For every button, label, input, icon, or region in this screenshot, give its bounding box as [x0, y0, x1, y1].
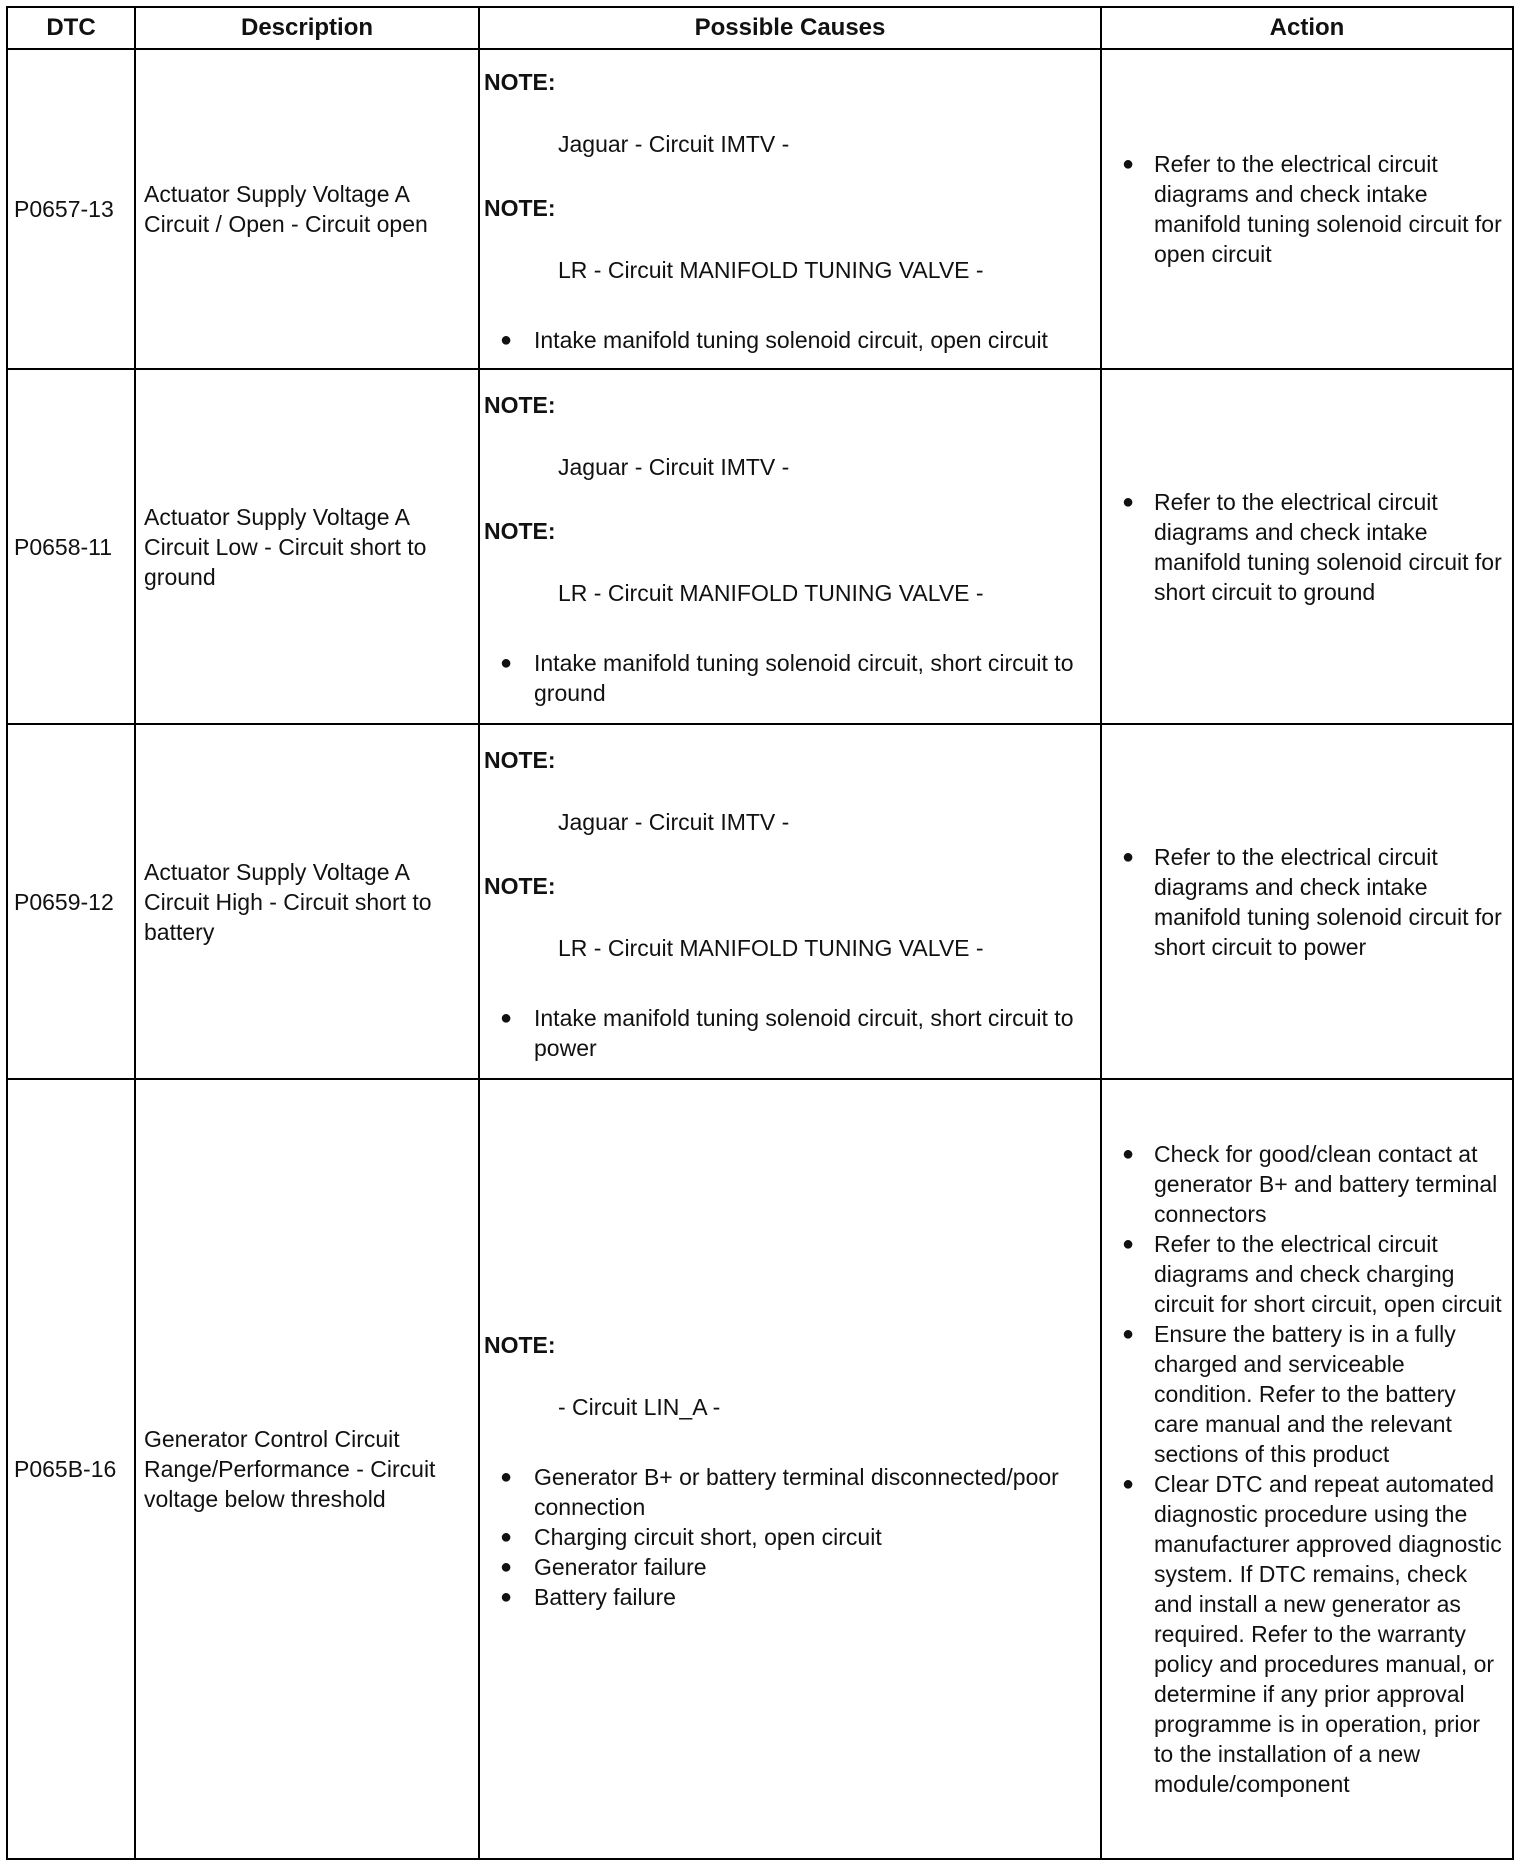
- header-description: Description: [135, 7, 479, 49]
- possible-causes-cell: [479, 49, 1101, 369]
- note-label: NOTE:: [484, 872, 556, 899]
- note-label: NOTE:: [484, 746, 556, 773]
- note-text: - Circuit LIN_A -: [558, 1394, 721, 1420]
- table-row: [7, 1079, 1513, 1859]
- causes-list: [484, 325, 1096, 355]
- possible-causes-cell: [479, 1079, 1101, 1859]
- dtc-code: P0659-12: [7, 724, 135, 1079]
- causes-list: [484, 1462, 1096, 1612]
- note-label: NOTE:: [484, 69, 556, 95]
- table-row: [7, 49, 1513, 369]
- possible-causes-cell: [479, 369, 1101, 724]
- header-action: Action: [1101, 7, 1513, 49]
- dtc-description: Actuator Supply Voltage A Circuit High - Circuit short to battery: [135, 724, 479, 1079]
- action-list: [1122, 842, 1504, 962]
- note-label: NOTE:: [484, 391, 556, 418]
- action-list: [1122, 1139, 1504, 1799]
- cause-item: ● Battery failure: [484, 1582, 1096, 1612]
- note-label: NOTE:: [484, 1332, 556, 1358]
- dtc-table: [6, 6, 1514, 1860]
- dtc-description: Generator Control Circuit Range/Performance - Circuit voltage below threshold: [135, 1079, 479, 1859]
- cause-item: ● Intake manifold tuning solenoid circuit, short circuit to ground: [484, 648, 1096, 708]
- dtc-code: P065B-16: [7, 1079, 135, 1859]
- causes-list: [484, 648, 1096, 708]
- action-list: [1122, 149, 1504, 269]
- dtc-document: [6, 6, 1514, 1860]
- table-header-row: [7, 7, 1513, 49]
- action-cell: [1101, 49, 1513, 369]
- dtc-description: Actuator Supply Voltage A Circuit / Open - Circuit open: [135, 49, 479, 369]
- cause-item: ● Intake manifold tuning solenoid circuit, short circuit to power: [484, 1003, 1096, 1063]
- action-item: ● Refer to the electrical circuit diagrams and check intake manifold tuning solenoid circuit for open circuit: [1122, 149, 1504, 269]
- table-row: [7, 724, 1513, 1079]
- note-text: Jaguar - Circuit IMTV -: [558, 453, 790, 480]
- causes-list: [484, 1003, 1096, 1063]
- note-label: NOTE:: [484, 195, 556, 221]
- action-cell: [1101, 369, 1513, 724]
- table-row: [7, 369, 1513, 724]
- action-cell: [1101, 1079, 1513, 1859]
- action-item: ● Ensure the battery is in a fully charged and serviceable condition. Refer to the battery care manual and the relevant sections of this product: [1122, 1319, 1504, 1469]
- note-text: LR - Circuit MANIFOLD TUNING VALVE -: [558, 257, 984, 283]
- header-dtc: DTC: [7, 7, 135, 49]
- cause-item: ● Charging circuit short, open circuit: [484, 1522, 1096, 1552]
- note-text: Jaguar - Circuit IMTV -: [558, 808, 790, 835]
- action-cell: [1101, 724, 1513, 1079]
- cause-item: ● Generator B+ or battery terminal disconnected/poor connection: [484, 1462, 1096, 1522]
- header-possible-causes: Possible Causes: [479, 7, 1101, 49]
- dtc-code: P0658-11: [7, 369, 135, 724]
- action-list: [1122, 487, 1504, 607]
- action-item: ● Refer to the electrical circuit diagrams and check intake manifold tuning solenoid circuit for short circuit to ground: [1122, 487, 1504, 607]
- action-item: ● Refer to the electrical circuit diagrams and check charging circuit for short circuit, open circuit: [1122, 1229, 1504, 1319]
- note-label: NOTE:: [484, 517, 556, 544]
- cause-item: ● Intake manifold tuning solenoid circuit, open circuit: [484, 325, 1096, 355]
- cause-item: ● Generator failure: [484, 1552, 1096, 1582]
- note-text: Jaguar - Circuit IMTV -: [558, 131, 790, 157]
- action-item: ● Clear DTC and repeat automated diagnostic procedure using the manufacturer approved diagnostic system. If DTC remains, check and install a new generator as required. Refer to the warranty policy and procedures manual, or determine if any prior approval programme is in operation, prior to the installation of a new module/component: [1122, 1469, 1504, 1799]
- note-text: LR - Circuit MANIFOLD TUNING VALVE -: [558, 579, 984, 606]
- note-text: LR - Circuit MANIFOLD TUNING VALVE -: [558, 934, 984, 961]
- dtc-description: Actuator Supply Voltage A Circuit Low - Circuit short to ground: [135, 369, 479, 724]
- action-item: ● Refer to the electrical circuit diagrams and check intake manifold tuning solenoid circuit for short circuit to power: [1122, 842, 1504, 962]
- possible-causes-cell: [479, 724, 1101, 1079]
- action-item: ● Check for good/clean contact at generator B+ and battery terminal connectors: [1122, 1139, 1504, 1229]
- dtc-code: P0657-13: [7, 49, 135, 369]
